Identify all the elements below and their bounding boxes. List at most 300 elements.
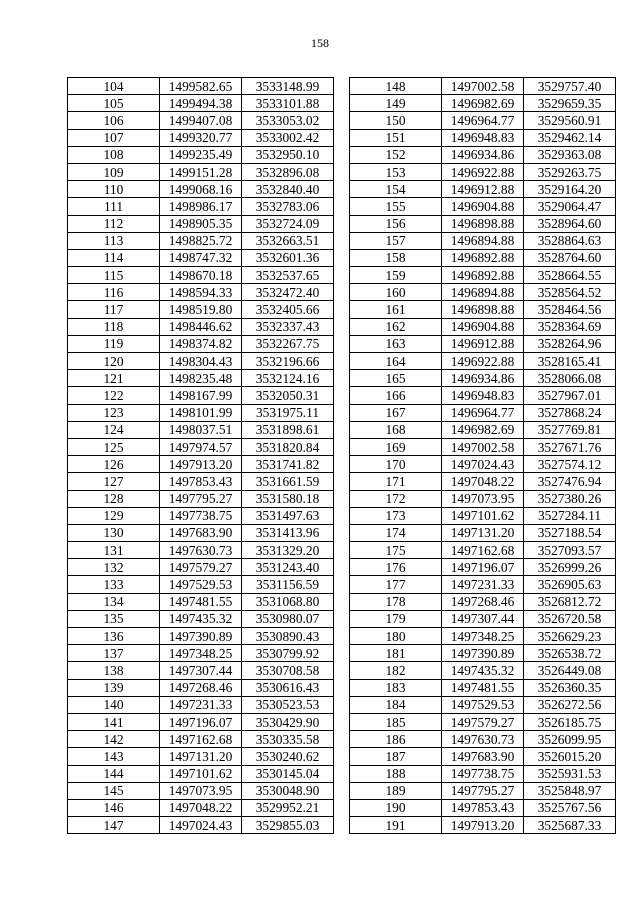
table-row: [350, 559, 616, 576]
table-row: [350, 524, 616, 541]
table-row: [68, 731, 334, 748]
y-coordinate-cell: 3532537.65: [242, 267, 334, 284]
point-number-cell: 118: [68, 318, 160, 335]
point-number-cell: 120: [68, 353, 160, 370]
y-coordinate-cell: 3530240.62: [242, 748, 334, 765]
y-coordinate-cell: 3530890.43: [242, 628, 334, 645]
table-row: [350, 713, 616, 730]
y-coordinate-cell: 3532601.36: [242, 249, 334, 266]
x-coordinate-cell: 1497579.27: [442, 713, 524, 730]
point-number-cell: 173: [350, 507, 442, 524]
x-coordinate-cell: 1497024.43: [442, 456, 524, 473]
point-number-cell: 121: [68, 370, 160, 387]
y-coordinate-cell: 3526015.20: [524, 748, 616, 765]
x-coordinate-cell: 1499494.38: [160, 95, 242, 112]
table-row: [350, 593, 616, 610]
y-coordinate-cell: 3532663.51: [242, 232, 334, 249]
y-coordinate-cell: 3532337.43: [242, 318, 334, 335]
x-coordinate-cell: 1497795.27: [160, 490, 242, 507]
table-row: [68, 112, 334, 129]
x-coordinate-cell: 1496912.88: [442, 335, 524, 352]
y-coordinate-cell: 3525767.56: [524, 799, 616, 816]
y-coordinate-cell: 3529757.40: [524, 78, 616, 95]
point-number-cell: 129: [68, 507, 160, 524]
x-coordinate-cell: 1497913.20: [160, 456, 242, 473]
x-coordinate-cell: 1496892.88: [442, 267, 524, 284]
point-number-cell: 175: [350, 542, 442, 559]
point-number-cell: 146: [68, 799, 160, 816]
coordinates-table-right: [349, 77, 616, 834]
y-coordinate-cell: 3533053.02: [242, 112, 334, 129]
point-number-cell: 185: [350, 713, 442, 730]
y-coordinate-cell: 3527574.12: [524, 456, 616, 473]
point-number-cell: 181: [350, 645, 442, 662]
y-coordinate-cell: 3532267.75: [242, 335, 334, 352]
x-coordinate-cell: 1497738.75: [442, 765, 524, 782]
x-coordinate-cell: 1497131.20: [442, 524, 524, 541]
y-coordinate-cell: 3532405.66: [242, 301, 334, 318]
table-row: [350, 731, 616, 748]
x-coordinate-cell: 1497390.89: [442, 645, 524, 662]
y-coordinate-cell: 3529263.75: [524, 163, 616, 180]
y-coordinate-cell: 3528364.69: [524, 318, 616, 335]
x-coordinate-cell: 1497738.75: [160, 507, 242, 524]
x-coordinate-cell: 1497231.33: [442, 576, 524, 593]
table-row: [68, 473, 334, 490]
point-number-cell: 132: [68, 559, 160, 576]
y-coordinate-cell: 3530616.43: [242, 679, 334, 696]
table-row: [350, 456, 616, 473]
x-coordinate-cell: 1496904.88: [442, 198, 524, 215]
table-row: [68, 662, 334, 679]
table-row: [350, 112, 616, 129]
y-coordinate-cell: 3528165.41: [524, 353, 616, 370]
x-coordinate-cell: 1497073.95: [442, 490, 524, 507]
x-coordinate-cell: 1496982.69: [442, 421, 524, 438]
table-row: [350, 249, 616, 266]
table-row: [68, 232, 334, 249]
point-number-cell: 105: [68, 95, 160, 112]
table-row: [68, 78, 334, 95]
table-row: [68, 559, 334, 576]
table-row: [68, 696, 334, 713]
point-number-cell: 161: [350, 301, 442, 318]
point-number-cell: 191: [350, 817, 442, 834]
table-row: [350, 198, 616, 215]
x-coordinate-cell: 1499582.65: [160, 78, 242, 95]
table-row: [68, 129, 334, 146]
y-coordinate-cell: 3527284.11: [524, 507, 616, 524]
point-number-cell: 110: [68, 181, 160, 198]
table-row: [350, 370, 616, 387]
x-coordinate-cell: 1497481.55: [160, 593, 242, 610]
table-row: [350, 645, 616, 662]
x-coordinate-cell: 1496934.86: [442, 370, 524, 387]
table-row: [350, 799, 616, 816]
point-number-cell: 158: [350, 249, 442, 266]
y-coordinate-cell: 3530048.90: [242, 782, 334, 799]
table-row: [350, 215, 616, 232]
table-row: [68, 301, 334, 318]
y-coordinate-cell: 3532196.66: [242, 353, 334, 370]
table-row: [350, 748, 616, 765]
point-number-cell: 119: [68, 335, 160, 352]
table-row: [68, 628, 334, 645]
x-coordinate-cell: 1496898.88: [442, 301, 524, 318]
x-coordinate-cell: 1497048.22: [160, 799, 242, 816]
point-number-cell: 188: [350, 765, 442, 782]
point-number-cell: 148: [350, 78, 442, 95]
x-coordinate-cell: 1496964.77: [442, 404, 524, 421]
point-number-cell: 156: [350, 215, 442, 232]
point-number-cell: 180: [350, 628, 442, 645]
point-number-cell: 107: [68, 129, 160, 146]
point-number-cell: 143: [68, 748, 160, 765]
point-number-cell: 141: [68, 713, 160, 730]
point-number-cell: 157: [350, 232, 442, 249]
point-number-cell: 137: [68, 645, 160, 662]
point-number-cell: 178: [350, 593, 442, 610]
table-row: [68, 335, 334, 352]
x-coordinate-cell: 1497162.68: [160, 731, 242, 748]
x-coordinate-cell: 1496898.88: [442, 215, 524, 232]
table-row: [68, 370, 334, 387]
table-row: [350, 679, 616, 696]
y-coordinate-cell: 3532840.40: [242, 181, 334, 198]
table-row: [350, 353, 616, 370]
point-number-cell: 164: [350, 353, 442, 370]
y-coordinate-cell: 3527868.24: [524, 404, 616, 421]
point-number-cell: 183: [350, 679, 442, 696]
point-number-cell: 172: [350, 490, 442, 507]
table-row: [68, 748, 334, 765]
table-row: [350, 628, 616, 645]
point-number-cell: 174: [350, 524, 442, 541]
y-coordinate-cell: 3527476.94: [524, 473, 616, 490]
y-coordinate-cell: 3531329.20: [242, 542, 334, 559]
y-coordinate-cell: 3528066.08: [524, 370, 616, 387]
y-coordinate-cell: 3530708.58: [242, 662, 334, 679]
table-row: [68, 817, 334, 834]
point-number-cell: 109: [68, 163, 160, 180]
table-row: [350, 473, 616, 490]
y-coordinate-cell: 3527188.54: [524, 524, 616, 541]
x-coordinate-cell: 1497435.32: [160, 610, 242, 627]
point-number-cell: 147: [68, 817, 160, 834]
point-number-cell: 130: [68, 524, 160, 541]
x-coordinate-cell: 1497002.58: [442, 78, 524, 95]
y-coordinate-cell: 3529560.91: [524, 112, 616, 129]
x-coordinate-cell: 1498037.51: [160, 421, 242, 438]
table-row: [350, 662, 616, 679]
table-row: [68, 679, 334, 696]
table-row: [68, 404, 334, 421]
point-number-cell: 128: [68, 490, 160, 507]
y-coordinate-cell: 3529659.35: [524, 95, 616, 112]
x-coordinate-cell: 1497853.43: [442, 799, 524, 816]
point-number-cell: 126: [68, 456, 160, 473]
x-coordinate-cell: 1496964.77: [442, 112, 524, 129]
y-coordinate-cell: 3530335.58: [242, 731, 334, 748]
table-row: [68, 507, 334, 524]
y-coordinate-cell: 3529164.20: [524, 181, 616, 198]
point-number-cell: 133: [68, 576, 160, 593]
y-coordinate-cell: 3528864.63: [524, 232, 616, 249]
point-number-cell: 165: [350, 370, 442, 387]
y-coordinate-cell: 3532783.06: [242, 198, 334, 215]
y-coordinate-cell: 3531661.59: [242, 473, 334, 490]
table-row: [350, 576, 616, 593]
table-row: [68, 163, 334, 180]
x-coordinate-cell: 1498446.62: [160, 318, 242, 335]
point-number-cell: 111: [68, 198, 160, 215]
y-coordinate-cell: 3531820.84: [242, 438, 334, 455]
y-coordinate-cell: 3531413.96: [242, 524, 334, 541]
table-row: [68, 249, 334, 266]
point-number-cell: 179: [350, 610, 442, 627]
point-number-cell: 113: [68, 232, 160, 249]
point-number-cell: 115: [68, 267, 160, 284]
table-row: [68, 284, 334, 301]
x-coordinate-cell: 1498747.32: [160, 249, 242, 266]
table-row: [68, 438, 334, 455]
table-row: [350, 129, 616, 146]
table-row: [350, 163, 616, 180]
point-number-cell: 153: [350, 163, 442, 180]
point-number-cell: 171: [350, 473, 442, 490]
y-coordinate-cell: 3529952.21: [242, 799, 334, 816]
y-coordinate-cell: 3526999.26: [524, 559, 616, 576]
point-number-cell: 123: [68, 404, 160, 421]
x-coordinate-cell: 1496922.88: [442, 353, 524, 370]
table-row: [350, 765, 616, 782]
y-coordinate-cell: 3526449.08: [524, 662, 616, 679]
table-row: [68, 610, 334, 627]
x-coordinate-cell: 1497913.20: [442, 817, 524, 834]
y-coordinate-cell: 3532896.08: [242, 163, 334, 180]
table-row: [68, 198, 334, 215]
x-coordinate-cell: 1497390.89: [160, 628, 242, 645]
point-number-cell: 152: [350, 146, 442, 163]
point-number-cell: 138: [68, 662, 160, 679]
x-coordinate-cell: 1498374.82: [160, 335, 242, 352]
point-number-cell: 170: [350, 456, 442, 473]
y-coordinate-cell: 3527093.57: [524, 542, 616, 559]
y-coordinate-cell: 3527671.76: [524, 438, 616, 455]
x-coordinate-cell: 1497853.43: [160, 473, 242, 490]
x-coordinate-cell: 1497579.27: [160, 559, 242, 576]
x-coordinate-cell: 1497683.90: [160, 524, 242, 541]
table-row: [68, 645, 334, 662]
point-number-cell: 166: [350, 387, 442, 404]
table-row: [350, 507, 616, 524]
point-number-cell: 145: [68, 782, 160, 799]
x-coordinate-cell: 1499235.49: [160, 146, 242, 163]
point-number-cell: 136: [68, 628, 160, 645]
y-coordinate-cell: 3530799.92: [242, 645, 334, 662]
table-row: [350, 335, 616, 352]
x-coordinate-cell: 1498167.99: [160, 387, 242, 404]
x-coordinate-cell: 1499151.28: [160, 163, 242, 180]
point-number-cell: 184: [350, 696, 442, 713]
y-coordinate-cell: 3533148.99: [242, 78, 334, 95]
y-coordinate-cell: 3529363.08: [524, 146, 616, 163]
x-coordinate-cell: 1497131.20: [160, 748, 242, 765]
y-coordinate-cell: 3528264.96: [524, 335, 616, 352]
table-row: [350, 146, 616, 163]
point-number-cell: 122: [68, 387, 160, 404]
point-number-cell: 154: [350, 181, 442, 198]
table-row: [68, 267, 334, 284]
point-number-cell: 187: [350, 748, 442, 765]
y-coordinate-cell: 3528564.52: [524, 284, 616, 301]
x-coordinate-cell: 1497307.44: [442, 610, 524, 627]
table-row: [68, 576, 334, 593]
y-coordinate-cell: 3526720.58: [524, 610, 616, 627]
x-coordinate-cell: 1497683.90: [442, 748, 524, 765]
point-number-cell: 135: [68, 610, 160, 627]
y-coordinate-cell: 3530980.07: [242, 610, 334, 627]
y-coordinate-cell: 3532050.31: [242, 387, 334, 404]
x-coordinate-cell: 1496892.88: [442, 249, 524, 266]
point-number-cell: 149: [350, 95, 442, 112]
table-row: [350, 318, 616, 335]
point-number-cell: 104: [68, 78, 160, 95]
x-coordinate-cell: 1496894.88: [442, 232, 524, 249]
point-number-cell: 162: [350, 318, 442, 335]
x-coordinate-cell: 1497048.22: [442, 473, 524, 490]
table-row: [68, 456, 334, 473]
table-row: [68, 542, 334, 559]
x-coordinate-cell: 1497795.27: [442, 782, 524, 799]
point-number-cell: 106: [68, 112, 160, 129]
table-row: [68, 181, 334, 198]
y-coordinate-cell: 3525687.33: [524, 817, 616, 834]
y-coordinate-cell: 3531497.63: [242, 507, 334, 524]
x-coordinate-cell: 1496982.69: [442, 95, 524, 112]
table-row: [350, 95, 616, 112]
y-coordinate-cell: 3528464.56: [524, 301, 616, 318]
x-coordinate-cell: 1497024.43: [160, 817, 242, 834]
x-coordinate-cell: 1499407.08: [160, 112, 242, 129]
x-coordinate-cell: 1497481.55: [442, 679, 524, 696]
y-coordinate-cell: 3526099.95: [524, 731, 616, 748]
point-number-cell: 167: [350, 404, 442, 421]
x-coordinate-cell: 1498986.17: [160, 198, 242, 215]
y-coordinate-cell: 3526905.63: [524, 576, 616, 593]
y-coordinate-cell: 3531975.11: [242, 404, 334, 421]
x-coordinate-cell: 1497162.68: [442, 542, 524, 559]
point-number-cell: 169: [350, 438, 442, 455]
table-row: [68, 146, 334, 163]
y-coordinate-cell: 3527380.26: [524, 490, 616, 507]
x-coordinate-cell: 1496922.88: [442, 163, 524, 180]
y-coordinate-cell: 3531741.82: [242, 456, 334, 473]
table-row: [350, 817, 616, 834]
x-coordinate-cell: 1497435.32: [442, 662, 524, 679]
x-coordinate-cell: 1497348.25: [160, 645, 242, 662]
point-number-cell: 159: [350, 267, 442, 284]
table-row: [350, 181, 616, 198]
x-coordinate-cell: 1498905.35: [160, 215, 242, 232]
y-coordinate-cell: 3526629.23: [524, 628, 616, 645]
table-row: [350, 267, 616, 284]
table-row: [68, 215, 334, 232]
point-number-cell: 131: [68, 542, 160, 559]
y-coordinate-cell: 3525931.53: [524, 765, 616, 782]
table-row: [68, 421, 334, 438]
x-coordinate-cell: 1498519.80: [160, 301, 242, 318]
page-number: 158: [311, 36, 329, 50]
table-row: [68, 713, 334, 730]
x-coordinate-cell: 1497196.07: [442, 559, 524, 576]
table-row: [68, 353, 334, 370]
x-coordinate-cell: 1496912.88: [442, 181, 524, 198]
point-number-cell: 160: [350, 284, 442, 301]
point-number-cell: 140: [68, 696, 160, 713]
point-number-cell: 112: [68, 215, 160, 232]
y-coordinate-cell: 3529855.03: [242, 817, 334, 834]
x-coordinate-cell: 1497529.53: [160, 576, 242, 593]
y-coordinate-cell: 3531580.18: [242, 490, 334, 507]
x-coordinate-cell: 1498235.48: [160, 370, 242, 387]
x-coordinate-cell: 1497268.46: [160, 679, 242, 696]
x-coordinate-cell: 1496894.88: [442, 284, 524, 301]
y-coordinate-cell: 3533101.88: [242, 95, 334, 112]
y-coordinate-cell: 3530523.53: [242, 696, 334, 713]
x-coordinate-cell: 1499068.16: [160, 181, 242, 198]
x-coordinate-cell: 1497268.46: [442, 593, 524, 610]
table-row: [350, 301, 616, 318]
x-coordinate-cell: 1497196.07: [160, 713, 242, 730]
table-row: [68, 524, 334, 541]
table-row: [350, 387, 616, 404]
x-coordinate-cell: 1496948.83: [442, 129, 524, 146]
coordinates-table-left: [67, 77, 334, 834]
x-coordinate-cell: 1496948.83: [442, 387, 524, 404]
y-coordinate-cell: 3532472.40: [242, 284, 334, 301]
point-number-cell: 163: [350, 335, 442, 352]
point-number-cell: 190: [350, 799, 442, 816]
point-number-cell: 168: [350, 421, 442, 438]
point-number-cell: 182: [350, 662, 442, 679]
table-row: [350, 421, 616, 438]
x-coordinate-cell: 1498670.18: [160, 267, 242, 284]
x-coordinate-cell: 1498825.72: [160, 232, 242, 249]
y-coordinate-cell: 3531156.59: [242, 576, 334, 593]
x-coordinate-cell: 1497630.73: [442, 731, 524, 748]
table-row: [68, 490, 334, 507]
y-coordinate-cell: 3528764.60: [524, 249, 616, 266]
x-coordinate-cell: 1497101.62: [160, 765, 242, 782]
x-coordinate-cell: 1497307.44: [160, 662, 242, 679]
table-row: [68, 799, 334, 816]
table-row: [350, 610, 616, 627]
x-coordinate-cell: 1499320.77: [160, 129, 242, 146]
x-coordinate-cell: 1497101.62: [442, 507, 524, 524]
x-coordinate-cell: 1497630.73: [160, 542, 242, 559]
x-coordinate-cell: 1496934.86: [442, 146, 524, 163]
table-row: [350, 438, 616, 455]
table-row: [350, 284, 616, 301]
x-coordinate-cell: 1497002.58: [442, 438, 524, 455]
point-number-cell: 127: [68, 473, 160, 490]
point-number-cell: 186: [350, 731, 442, 748]
x-coordinate-cell: 1498304.43: [160, 353, 242, 370]
table-row: [350, 782, 616, 799]
y-coordinate-cell: 3528664.55: [524, 267, 616, 284]
table-row: [68, 593, 334, 610]
